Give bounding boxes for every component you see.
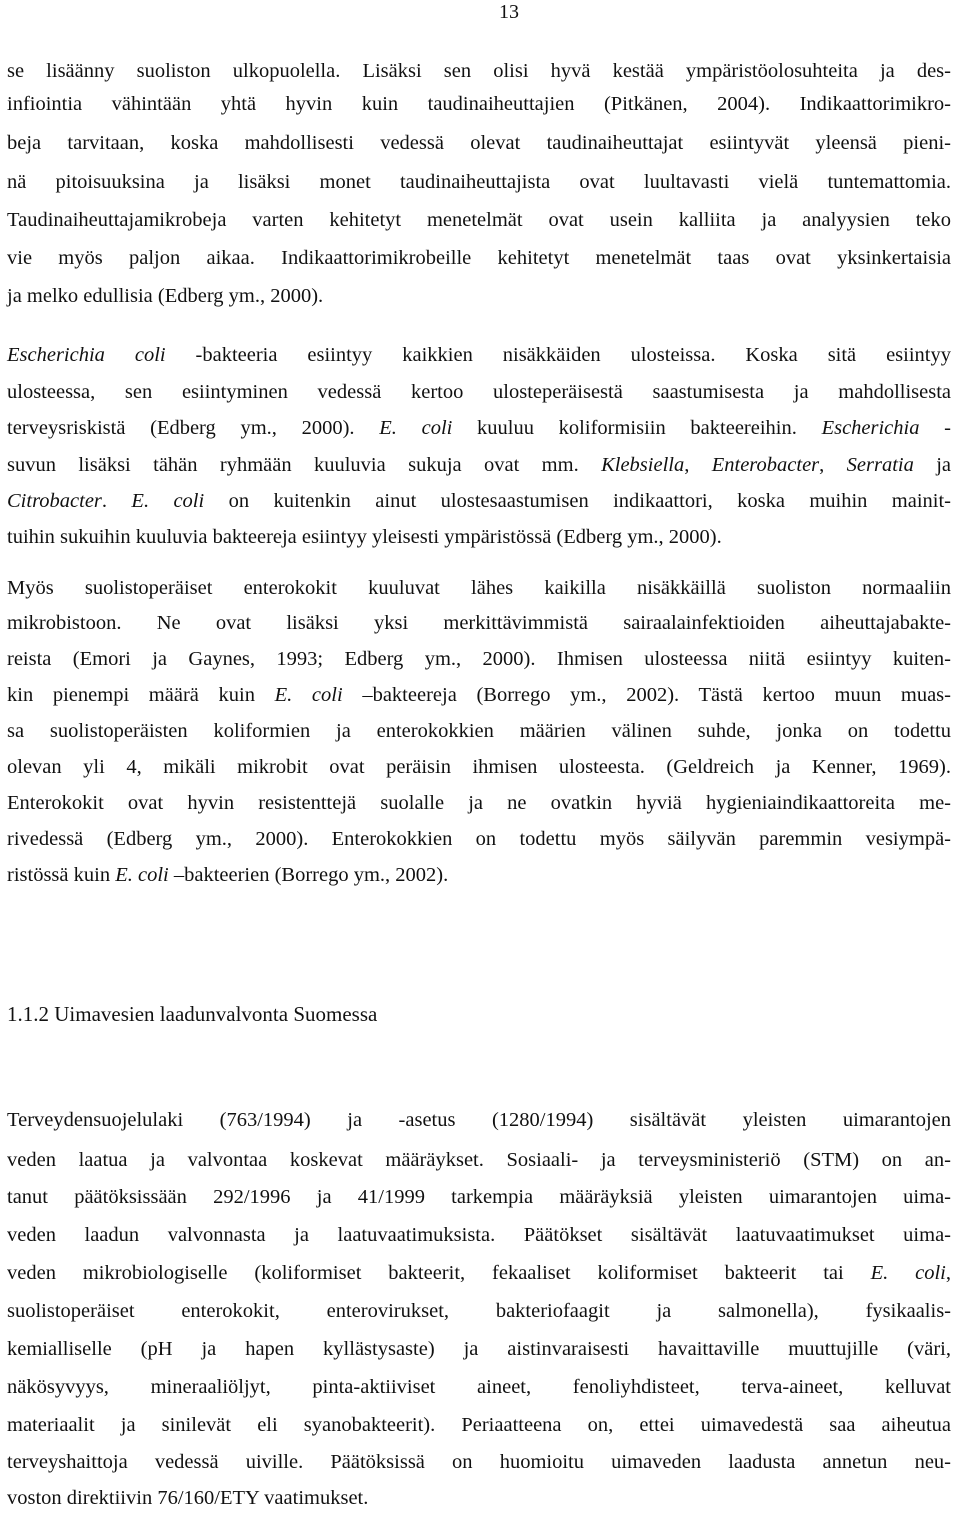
text-line [7, 752, 951, 782]
text-segment: –bakteereja (Borrego ym., 2002). Tästä kertoo muun muas- [342, 684, 951, 706]
text-segment: veden laatua ja valvontaa koskevat määräykset. Sosiaali- ja terveysministeriö (STM) on an- [7, 1149, 951, 1171]
text-line [7, 340, 951, 370]
text-segment: ja [913, 454, 952, 476]
text-line [7, 243, 951, 273]
text-segment: mikrobistoon. Ne ovat lisäksi yksi merkittävimmistä sairaalainfektioiden aiheuttajabakte- [7, 612, 951, 634]
page-number: 13 [499, 1, 519, 23]
section-heading: 1.1.2 Uimavesien laadunvalvonta Suomessa [7, 1002, 378, 1026]
text-segment: vie myös paljon aikaa. Indikaattorimikrobeille kehitetyt menetelmät taas ovat yksinkertaisia [7, 247, 951, 269]
text-line [7, 486, 951, 516]
italic-term: E. coli [115, 864, 169, 886]
italic-term: Serratia [846, 454, 914, 476]
text-segment: . [101, 490, 132, 512]
text-segment: on kuitenkin ainut ulostesaastumisen indikaattori, koska muihin mainit- [204, 490, 951, 512]
text-line [7, 1182, 951, 1212]
text-line [7, 680, 951, 710]
text-segment: Terveydensuojelulaki (763/1994) ja -asetus (1280/1994) sisältävät yleisten uimarantojen [7, 1109, 951, 1131]
text-segment: , [684, 454, 712, 476]
text-segment: beja tarvitaan, koska mahdollisesti vedessä olevat taudinaiheuttajat esiintyvät yleensä pieni- [7, 132, 951, 154]
text-segment: materiaalit ja sinilevät eli syanobakteerit). Periaatteena on, ettei uimavedestä saa aiheutua [7, 1414, 951, 1436]
text-line [7, 824, 951, 854]
text-segment: ristössä kuin [7, 864, 116, 886]
text-line [7, 377, 951, 407]
text-segment: tanut päätöksissään 292/1996 ja 41/1999 tarkempia määräyksiä yleisten uimarantojen uima- [7, 1186, 951, 1208]
italic-term: Enterobacter [711, 454, 820, 476]
text-line [7, 56, 951, 86]
italic-term: Klebsiella [601, 454, 685, 476]
text-line [7, 522, 951, 552]
text-line [7, 205, 951, 235]
text-segment: Myös suolistoperäiset enterokokit kuuluvat lähes kaikilla nisäkkäillä suoliston normaaliin [7, 577, 951, 599]
italic-term: E. coli [870, 1262, 946, 1284]
text-segment: reista (Emori ja Gaynes, 1993; Edberg ym., 2000). Ihmisen ulosteessa niitä esiintyy kuiten- [7, 648, 951, 670]
text-line [7, 1447, 951, 1477]
text-line [7, 1258, 951, 1288]
text-segment: Enterokokit ovat hyvin resistenttejä suolalle ja ne ovatkin hyviä hygieniaindikaattoreita me- [7, 792, 951, 814]
text-segment: kemialliselle (pH ja hapen kyllästysaste) ja aistinvaraisesti havaittaville muuttujille (väri, [7, 1338, 951, 1360]
text-line [7, 1105, 951, 1135]
italic-term: E. coli [379, 417, 453, 439]
text-line [7, 860, 951, 890]
text-segment: suvun lisäksi tähän ryhmään kuuluvia sukuja ovat mm. [7, 454, 602, 476]
text-segment: sa suolistoperäisten koliformien ja enterokokkien määrien välinen suhde, jonka on todettu [7, 720, 951, 742]
text-segment: kin pienempi määrä kuin [7, 684, 275, 706]
text-segment: Taudinaiheuttajamikrobeja varten kehitetyt menetelmät ovat usein kalliita ja analyysien teko [7, 209, 951, 231]
text-line [7, 450, 951, 480]
text-segment: -bakteeria esiintyy kaikkien nisäkkäiden ulosteissa. Koska sitä esiintyy [165, 344, 952, 366]
text-line [7, 1372, 951, 1402]
text-line [7, 644, 951, 674]
text-segment: , [819, 454, 847, 476]
text-segment: suolistoperäiset enterokokit, enterovirukset, bakteriofaagit ja salmonella), fysikaalis- [7, 1300, 951, 1322]
text-line [7, 1483, 951, 1513]
text-line [7, 89, 951, 119]
text-line [7, 573, 951, 603]
text-segment: ulosteessa, sen esiintyminen vedessä kertoo ulosteperäisestä saastumisesta ja mahdollisesta [7, 381, 951, 403]
text-segment: - [919, 417, 952, 439]
text-segment: se lisäänny suoliston ulkopuolella. Lisäksi sen olisi hyvä kestää ympäristöolosuhteita ja des- [7, 60, 951, 82]
text-segment: , [945, 1262, 951, 1284]
text-line [7, 1410, 951, 1440]
text-segment: infiointia vähintään yhtä hyvin kuin taudinaiheuttajien (Pitkänen, 2004). Indikaattorimikro- [7, 93, 951, 115]
text-line [7, 1296, 951, 1326]
italic-term: E. coli [131, 490, 205, 512]
text-line [7, 1145, 951, 1175]
italic-term: Citrobacter [7, 490, 102, 512]
text-segment: olevan yli 4, mikäli mikrobit ovat peräisin ihmisen ulosteesta. (Geldreich ja Kenner, 1969). [7, 756, 951, 778]
text-line [7, 167, 951, 197]
text-line [7, 1220, 951, 1250]
text-segment: kuuluu koliformisiin bakteereihin. [452, 417, 822, 439]
text-line [7, 413, 951, 443]
text-segment: nä pitoisuuksina ja lisäksi monet taudinaiheuttajista ovat luultavasti vielä tuntemattomia. [7, 171, 951, 193]
text-line [7, 716, 951, 746]
text-line [7, 788, 951, 818]
text-segment: voston direktiivin 76/160/ETY vaatimukset. [7, 1487, 369, 1509]
text-segment: näkösyvyys, mineraaliöljyt, pinta-aktiiviset aineet, fenoliyhdisteet, terva-aineet, kelluvat [7, 1376, 951, 1398]
text-segment: veden mikrobiologiselle (koliformiset bakteerit, fekaaliset koliformiset bakteerit tai [7, 1262, 871, 1284]
text-segment: terveysriskistä (Edberg ym., 2000). [7, 417, 380, 439]
text-segment: –bakteerien (Borrego ym., 2002). [168, 864, 449, 886]
text-line [7, 128, 951, 158]
text-segment: veden laadun valvonnasta ja laatuvaatimuksista. Päätökset sisältävät laatuvaatimukset uima- [7, 1224, 951, 1246]
text-segment: tuihin sukuihin kuuluvia bakteereja esiintyy yleisesti ympäristössä (Edberg ym., 2000). [7, 526, 722, 548]
text-line [7, 1334, 951, 1364]
text-segment: ja melko edullisia (Edberg ym., 2000). [7, 285, 324, 307]
text-segment: rivedessä (Edberg ym., 2000). Enterokokkien on todettu myös säilyvän paremmin vesiympä- [7, 828, 951, 850]
text-segment: terveyshaittoja vedessä uiville. Päätöksissä on huomioitu uimaveden laadusta annetun neu- [7, 1451, 951, 1473]
italic-term: E. coli [274, 684, 343, 706]
italic-term: Escherichia [821, 417, 920, 439]
italic-term: Escherichia coli [7, 344, 166, 366]
text-line [7, 608, 951, 638]
text-line [7, 281, 951, 311]
